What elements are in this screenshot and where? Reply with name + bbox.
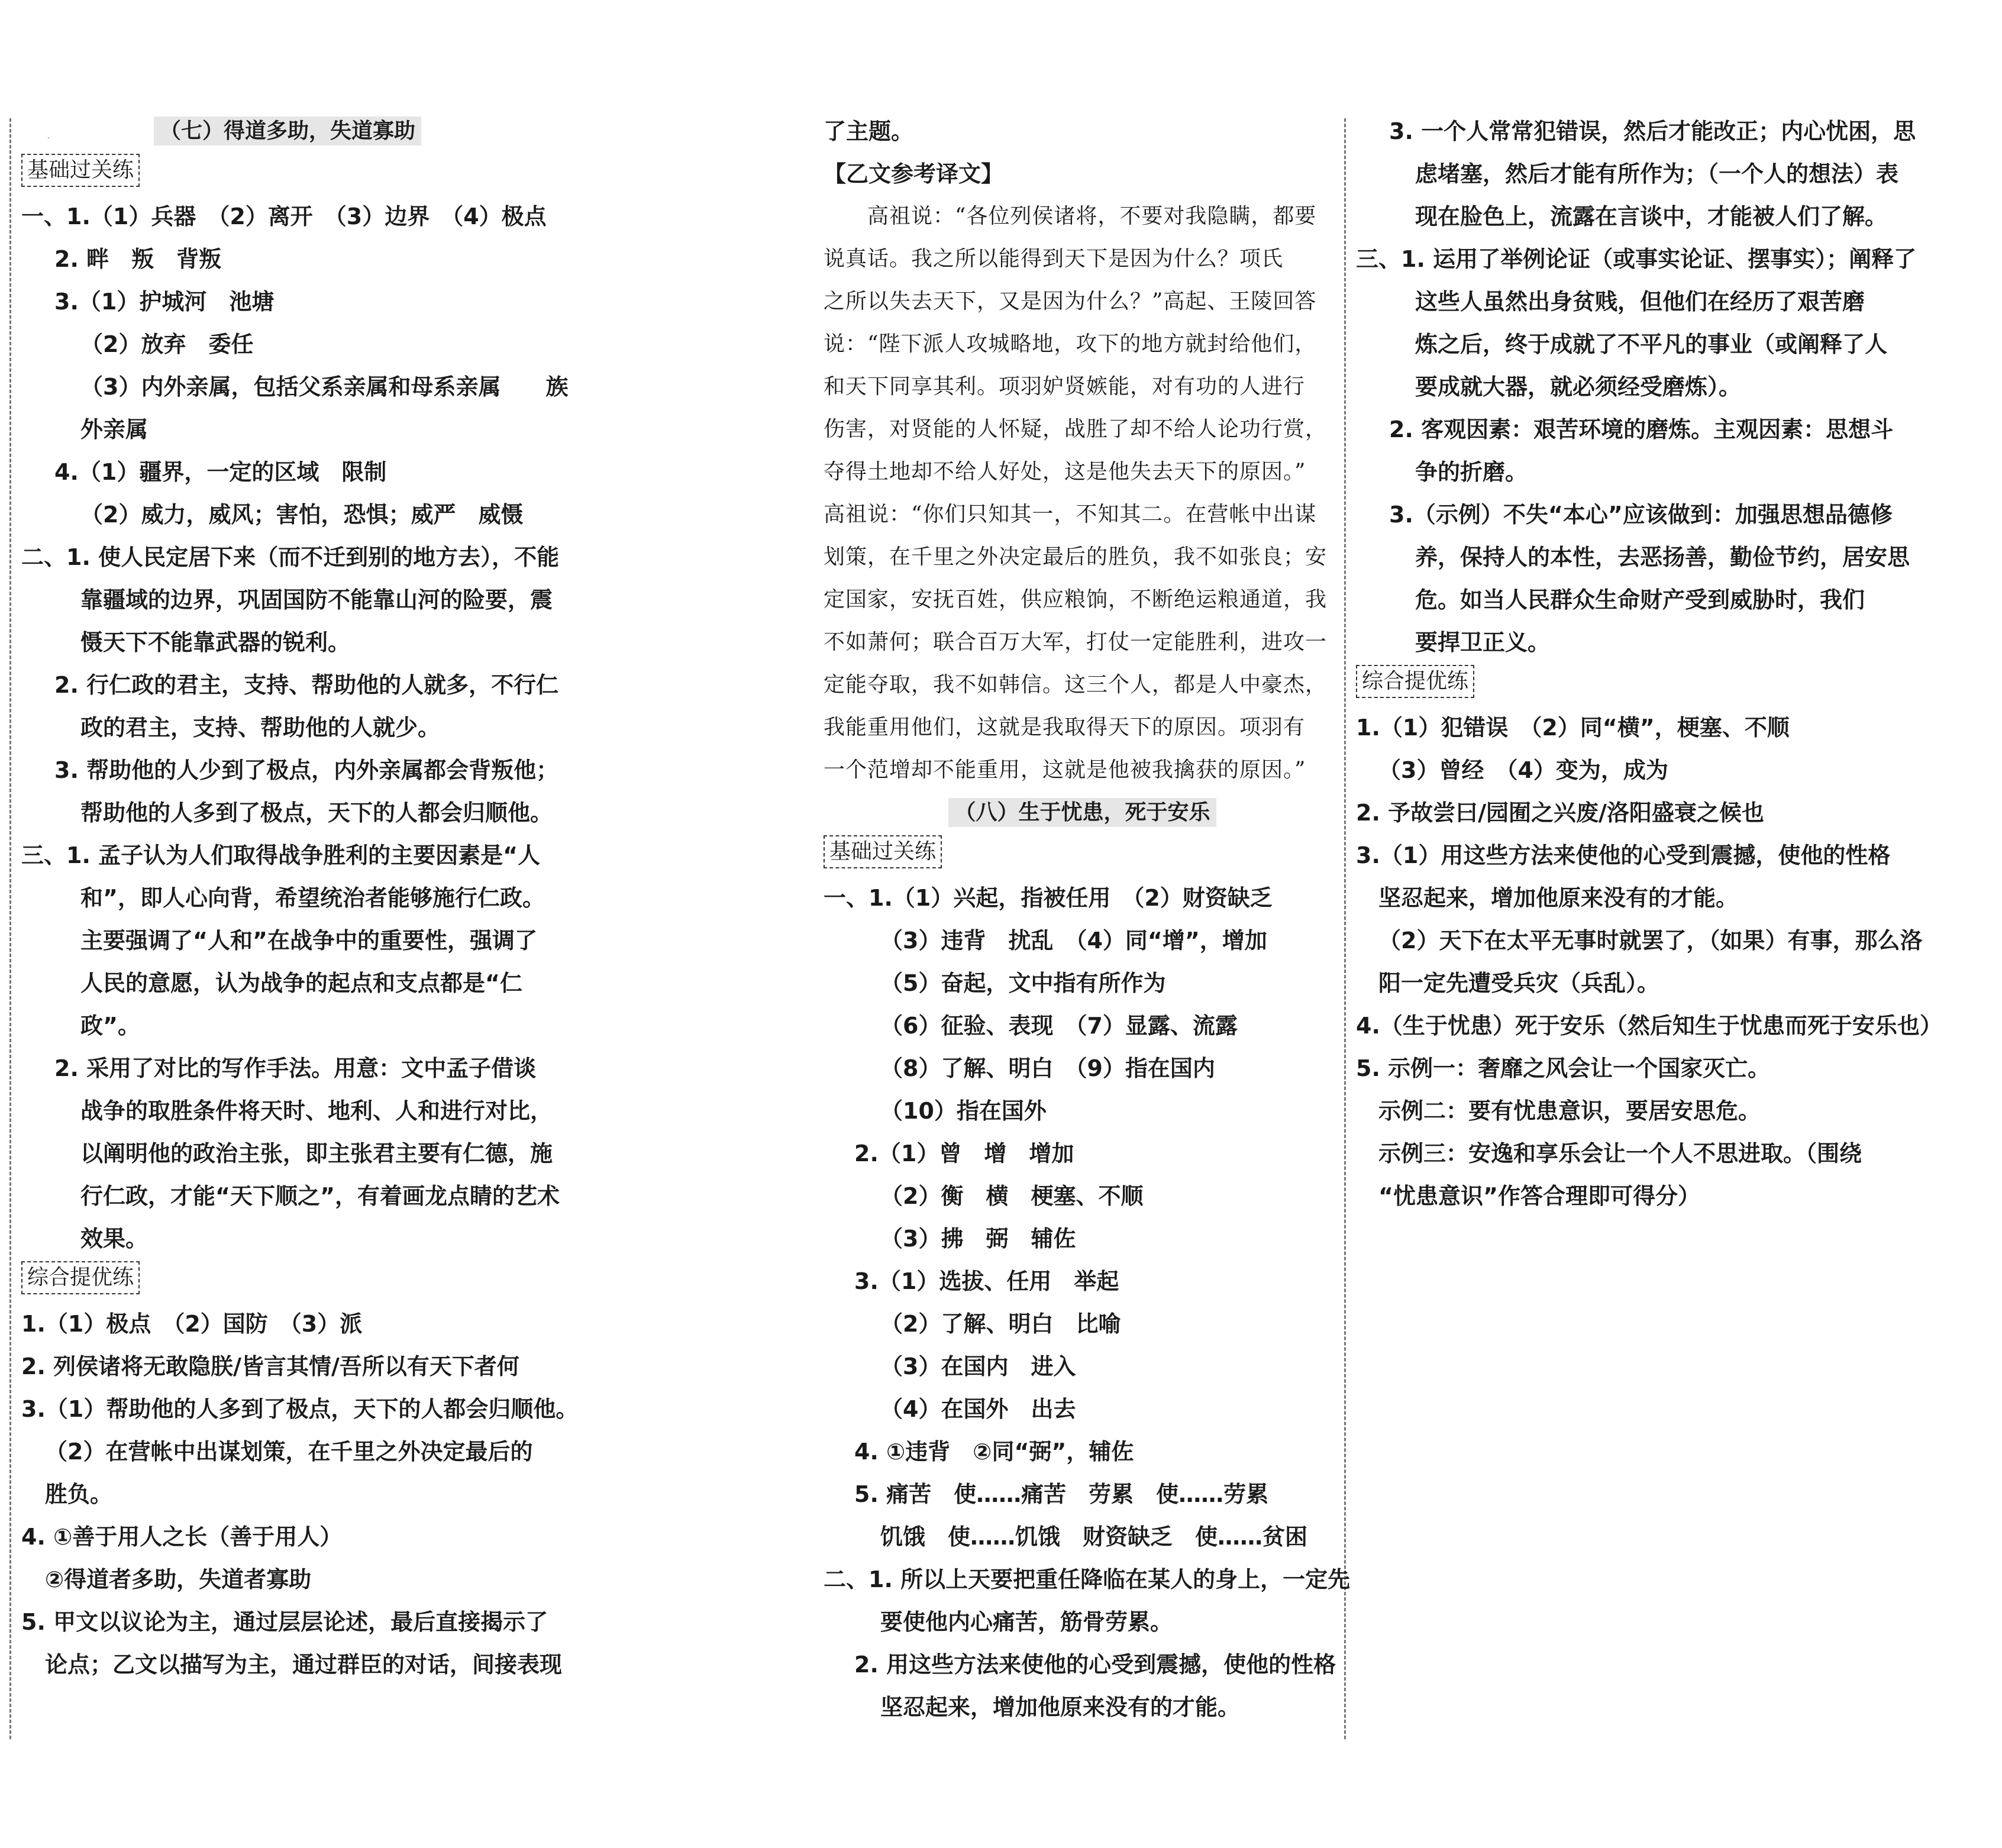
column-middle: [824, 110, 1351, 1729]
section-title-7: （七）得道多助，失道寡助: [21, 110, 554, 153]
answer-line: 政的君主，支持、帮助他的人就少。: [80, 715, 441, 741]
translation-line: 伤害，对贤能的人怀疑，战胜了却不给人论功行赏，: [824, 417, 1328, 441]
translation-line: 不如萧何；联合百万大军，打仗一定能胜利，进攻一: [824, 630, 1328, 654]
translation-line: 一个范增却不能重用，这就是他被我擒获的原因。”: [824, 758, 1306, 782]
translation-line: 说：“陛下派人攻城略地，攻下的地方就封给他们，: [824, 332, 1317, 356]
answer-line: 2. 予故尝曰/园囿之兴废/洛阳盛衰之候也: [1356, 800, 1764, 826]
answer-line: （5）奋起，文中指有所作为: [880, 970, 1166, 996]
answer-line: 三、1. 运用了举例论证（或事实论证、摆事实）；阐释了: [1356, 246, 1917, 272]
answer-line: （3）曾经 （4）变为，成为: [1378, 757, 1668, 783]
answer-line: （4）在国外 出去: [880, 1396, 1076, 1422]
answer-line: 1.（1）犯错误 （2）同“横”，梗塞、不顺: [1356, 715, 1790, 741]
answer-line: 一、1.（1）兴起，指被任用 （2）财资缺乏: [824, 885, 1273, 911]
answer-line: 3.（示例）不失“本心”应该做到：加强思想品德修: [1389, 502, 1893, 528]
answer-line: （3）内外亲属，包括父系亲属和母系亲属 族: [80, 374, 569, 400]
answer-line: 2. 畔 叛 背叛: [54, 246, 222, 272]
column-left: [21, 110, 579, 1686]
translation-line: 高祖说：“各位列侯诸将，不要对我隐瞒，都要: [824, 204, 1317, 228]
answer-line: 这些人虽然出身贫贱，但他们在经历了艰苦磨: [1415, 289, 1865, 315]
answer-line: 效果。: [80, 1226, 148, 1252]
answer-line: 政”。: [80, 1013, 140, 1039]
translation-line: 和天下同享其利。项羽妒贤嫉能，对有功的人进行: [824, 374, 1306, 399]
answer-line: （8）了解、明白 （9）指在国内: [880, 1055, 1215, 1081]
answer-line: 3.（1）选拔、任用 举起: [854, 1268, 1119, 1294]
answer-line: 4.（1）疆界，一定的区域 限制: [54, 459, 387, 485]
answer-line: 慑天下不能靠武器的锐利。: [80, 629, 351, 655]
answer-line: （2）放弃 委任: [80, 331, 254, 357]
scan-dot: ·: [47, 134, 50, 142]
translation-heading: 【乙文参考译文】: [824, 161, 1004, 187]
answer-line: 二、1. 使人民定居下来（而不迁到别的地方去），不能: [21, 544, 560, 570]
answer-line: 了主题。: [824, 118, 914, 144]
basic-practice-label: 基础过关练: [21, 153, 554, 195]
answer-line: 4.（生于忧患）死于安乐（然后知生于忧患而死于安乐也）: [1356, 1013, 1942, 1039]
answer-line: 一、1.（1）兵器 （2）离开 （3）边界 （4）极点: [21, 203, 547, 230]
answer-line: 危。如当人民群众生命财产受到威胁时，我们: [1415, 587, 1865, 613]
answer-line: 5. 痛苦 使……痛苦 劳累 使……劳累: [854, 1481, 1269, 1507]
answer-line: 2. 客观因素：艰苦环境的磨炼。主观因素：思想斗: [1389, 416, 1894, 442]
answer-line: （2）天下在太平无事时就罢了，（如果）有事，那么洛: [1378, 928, 1923, 954]
answer-line: 2. 列侯诸将无敢隐朕/皆言其情/吾所以有天下者何: [21, 1353, 519, 1379]
answer-line: 帮助他的人多到了极点，天下的人都会归顺他。: [80, 800, 553, 826]
translation-line: 我能重用他们，这就是我取得天下的原因。项羽有: [824, 715, 1306, 739]
answer-line: 示例三：安逸和享乐会让一个人不思进取。（围绕: [1378, 1141, 1862, 1167]
answer-line: 靠疆域的边界，巩固国防不能靠山河的险要，震: [80, 587, 553, 613]
answer-line: （2）了解、明白 比喻: [880, 1311, 1121, 1337]
answer-line: 饥饿 使……饥饿 财资缺乏 使……贫困: [880, 1524, 1308, 1550]
answer-line: 3.（1）帮助他的人多到了极点，天下的人都会归顺他。: [21, 1396, 579, 1422]
answer-line: 2.（1）曾 增 增加: [854, 1141, 1074, 1167]
answer-line: 以阐明他的政治主张，即主张君主要有仁德，施: [80, 1141, 553, 1167]
answer-line: 主要强调了“人和”在战争中的重要性，强调了: [80, 928, 537, 954]
answer-line: 3. 帮助他的人少到了极点，内外亲属都会背叛他；: [54, 757, 559, 783]
answer-line: 坚忍起来，增加他原来没有的才能。: [1378, 885, 1739, 911]
answer-line: 阳一定先遭受兵灾（兵乱）。: [1378, 970, 1660, 996]
answer-line: 2. 采用了对比的写作手法。用意：文中孟子借谈: [54, 1055, 537, 1081]
answer-line: （6）征验、表现 （7）显露、流露: [880, 1013, 1238, 1039]
answer-line: 4. ①善于用人之长（善于用人）: [21, 1524, 343, 1550]
answer-line: （10）指在国外: [880, 1098, 1047, 1124]
answer-line: （3）拂 弼 辅佐: [880, 1226, 1076, 1252]
answer-line: “忧患意识”作答合理即可得分）: [1378, 1183, 1700, 1209]
answer-line: 虑堵塞，然后才能有所作为；（一个人的想法）表: [1415, 161, 1899, 187]
column-divider-rule: [1344, 118, 1346, 1739]
answer-line: （2）在营帐中出谋划策，在千里之外决定最后的: [45, 1439, 533, 1465]
left-margin-rule: [9, 118, 11, 1739]
translation-line: 定国家，安抚百姓，供应粮饷，不断绝运粮通道，我: [824, 587, 1328, 612]
answer-line: 争的折磨。: [1415, 459, 1528, 485]
answer-line: （2）威力，威风；害怕，恐惧；威严 威慑: [80, 502, 524, 528]
answer-line: 4. ①违背 ②同“弼”，辅佐: [854, 1439, 1134, 1465]
answer-line: 炼之后，终于成就了不平凡的事业（或阐释了人: [1415, 331, 1888, 357]
answer-line: 3.（1）用这些方法来使他的心受到震撼，使他的性格: [1356, 842, 1891, 868]
translation-line: 高祖说：“你们只知其一，不知其二。在营帐中出谋: [824, 502, 1317, 526]
answer-line: 行仁政，才能“天下顺之”，有着画龙点睛的艺术: [80, 1183, 560, 1209]
answer-line: （2）衡 横 梗塞、不顺: [880, 1183, 1144, 1209]
comprehensive-practice-label: 综合提优练: [21, 1260, 554, 1303]
answer-line: 示例二：要有忧患意识，要居安思危。: [1378, 1098, 1761, 1124]
translation-line: 划策，在千里之外决定最后的胜负，我不如张良；安: [824, 545, 1328, 569]
column-right: [1356, 110, 1942, 1217]
answer-line: 坚忍起来，增加他原来没有的才能。: [880, 1694, 1241, 1720]
answer-line: 外亲属: [80, 416, 148, 442]
answer-line: 胜负。: [45, 1481, 113, 1507]
answer-line: 论点；乙文以描写为主，通过群臣的对话，间接表现: [45, 1652, 563, 1678]
answer-line: （3）违背 扰乱 （4）同“增”，增加: [880, 928, 1267, 954]
answer-line: 要成就大器，就必须经受磨炼）。: [1415, 374, 1742, 400]
answer-line: 养，保持人的本性，去恶扬善，勤俭节约，居安思: [1415, 544, 1910, 570]
translation-line: 定能夺取，我不如韩信。这三个人，都是人中豪杰，: [824, 673, 1328, 697]
answer-line: 二、1. 所以上天要把重任降临在某人的身上，一定先: [824, 1566, 1351, 1592]
translation-line: 说真话。我之所以能得到天下是因为什么？项氏: [824, 247, 1284, 271]
answer-line: 5. 示例一：奢靡之风会让一个国家灭亡。: [1356, 1055, 1771, 1081]
answer-line: ②得道者多助，失道者寡助: [45, 1566, 312, 1592]
answer-line: （3）在国内 进入: [880, 1353, 1076, 1379]
answer-line: 要捍卫正义。: [1415, 629, 1551, 655]
answer-line: 人民的意愿，认为战争的起点和支点都是“仁: [80, 970, 522, 996]
answer-line: 现在脸色上，流露在言谈中，才能被人们了解。: [1415, 203, 1888, 230]
answer-line: 战争的取胜条件将天时、地利、人和进行对比，: [80, 1098, 553, 1124]
translation-line: 夺得土地却不给人好处，这是他失去天下的原因。”: [824, 460, 1306, 484]
basic-practice-label: 基础过关练: [824, 834, 1341, 877]
answer-line: 3. 一个人常常犯错误，然后才能改正；内心忧困，思: [1389, 118, 1916, 144]
answer-line: 要使他内心痛苦，筋骨劳累。: [880, 1609, 1173, 1635]
answer-line: 2. 行仁政的君主，支持、帮助他的人就多，不行仁: [54, 672, 559, 698]
comprehensive-practice-label: 综合提优练: [1356, 664, 1906, 706]
answer-line: 5. 甲文以议论为主，通过层层论述，最后直接揭示了: [21, 1609, 548, 1635]
translation-line: 之所以失去天下，又是因为什么？”高起、王陵回答: [824, 289, 1317, 314]
answer-line: 3.（1）护城河 池塘: [54, 289, 275, 315]
answer-line: 2. 用这些方法来使他的心受到震撼，使他的性格: [854, 1652, 1336, 1678]
answer-line: 1.（1）极点 （2）国防 （3）派: [21, 1311, 363, 1337]
section-title-8: （八）生于忧患，死于安乐: [824, 791, 1341, 834]
answer-line: 和”，即人心向背，希望统治者能够施行仁政。: [80, 885, 545, 911]
answer-line: 三、1. 孟子认为人们取得战争胜利的主要因素是“人: [21, 842, 541, 868]
